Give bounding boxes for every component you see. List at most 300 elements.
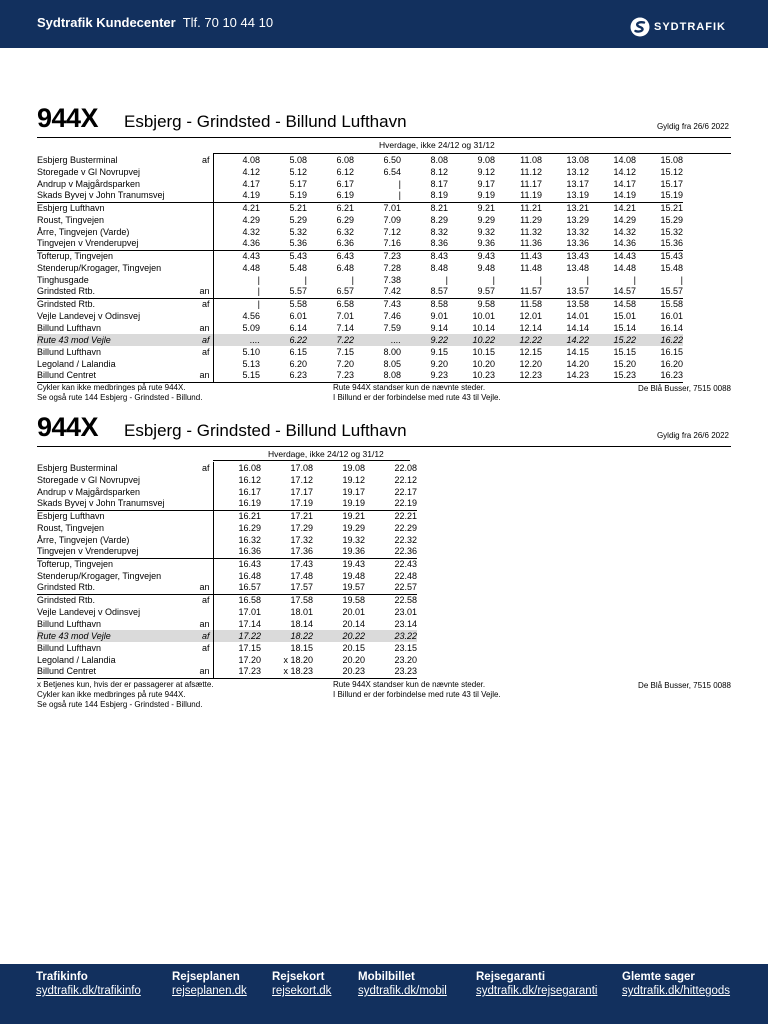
- departure-time: 9.48: [477, 262, 495, 273]
- stop-row: [37, 274, 683, 286]
- footer-link-rejseplanen[interactable]: rejseplanen.dk: [172, 985, 247, 997]
- footer-bar: [0, 964, 768, 1024]
- footer-link-rejsegaranti[interactable]: sydtrafik.dk/rejsegaranti: [476, 985, 598, 997]
- stop-name: Roust, Tingvejen: [37, 214, 105, 225]
- departure-time: 8.08: [430, 154, 448, 165]
- departure-time: 7.46: [383, 310, 401, 321]
- arrival-departure-mark: af: [195, 298, 213, 310]
- arrival-departure-mark: an: [195, 618, 213, 630]
- stop-row: [37, 654, 417, 666]
- departure-time: 19.12: [342, 474, 365, 485]
- departure-time: 9.22: [401, 334, 448, 346]
- departure-time: 5.43: [260, 250, 307, 262]
- departure-time: 6.58: [307, 298, 354, 310]
- footer-link-trafikinfo[interactable]: sydtrafik.dk/trafikinfo: [36, 985, 141, 997]
- departure-time: |: [304, 274, 307, 285]
- departure-time: 6.08: [336, 154, 354, 165]
- departure-time: 5.12: [289, 166, 307, 177]
- arrival-departure-mark: [195, 178, 213, 190]
- departure-time: 14.01: [566, 310, 589, 321]
- stop-row: [37, 474, 417, 486]
- operator-info: De Blå Busser, 7515 0088: [638, 384, 731, 393]
- departure-time: 16.14: [660, 322, 683, 333]
- departure-time: 7.22: [307, 334, 354, 346]
- departure-time: 15.23: [589, 370, 636, 382]
- footer-heading: Rejsekort: [272, 971, 325, 983]
- departure-time: |: [257, 286, 260, 297]
- stop-name: Tingvejen v Vrenderupvej: [37, 546, 139, 557]
- departure-time: 14.32: [613, 226, 636, 237]
- departure-time: 17.19: [290, 498, 313, 509]
- departure-time: 16.15: [660, 346, 683, 357]
- departure-time: 6.01: [289, 310, 307, 321]
- departure-time: 4.32: [242, 226, 260, 237]
- departure-time: 19.48: [342, 570, 365, 581]
- departure-time: 14.14: [566, 322, 589, 333]
- note: Rute 944X standser kun de nævnte steder.: [333, 680, 486, 689]
- departure-time: 6.15: [289, 346, 307, 357]
- departure-time: |: [492, 274, 495, 285]
- arrival-departure-mark: an: [195, 582, 213, 594]
- customer-center: [37, 15, 273, 30]
- stop-name: Vejle Landevej v Odinsvej: [37, 606, 141, 617]
- stop-name: Grindsted Rtb.: [37, 582, 96, 593]
- departure-time: |: [351, 274, 354, 285]
- arrival-departure-mark: [195, 274, 213, 286]
- departure-time: 20.14: [342, 618, 365, 629]
- arrival-departure-mark: [195, 522, 213, 534]
- departure-time: 8.08: [354, 370, 401, 382]
- departure-time: 9.17: [477, 178, 495, 189]
- stop-row: [37, 190, 683, 202]
- departure-time: 6.57: [336, 286, 354, 297]
- stop-row: [37, 346, 683, 358]
- departure-time: 8.05: [383, 358, 401, 369]
- departure-time: 10.20: [472, 358, 495, 369]
- footer-rejsekort: [272, 971, 331, 997]
- stop-name: Andrup v Majgårdsparken: [37, 178, 141, 189]
- stop-row: [37, 154, 683, 166]
- departure-time: 6.23: [260, 370, 307, 382]
- departure-time: 6.32: [336, 226, 354, 237]
- day-label: Hverdage, ikke 24/12 og 31/12: [379, 140, 495, 150]
- departure-time: 15.48: [660, 262, 683, 273]
- departure-time: 17.12: [290, 474, 313, 485]
- departure-time: 15.17: [660, 178, 683, 189]
- departure-time: 22.29: [394, 522, 417, 533]
- departure-time: 17.21: [261, 510, 313, 522]
- departure-time: 11.58: [495, 298, 542, 310]
- departure-time: 15.12: [660, 166, 683, 177]
- departure-time: 22.19: [394, 498, 417, 509]
- departure-time: 9.08: [477, 154, 495, 165]
- departure-time: 11.29: [520, 214, 542, 225]
- departure-time: 8.17: [430, 178, 448, 189]
- departure-time: 9.01: [430, 310, 448, 321]
- footer-heading: Mobilbillet: [358, 971, 415, 983]
- stop-name: Storegade v Gl Novrupvej: [37, 166, 141, 177]
- departure-time: 10.15: [472, 346, 495, 357]
- stop-name: Tingvejen v Vrenderupvej: [37, 238, 139, 249]
- departure-time: 9.21: [448, 202, 495, 214]
- departure-time: 17.58: [261, 594, 313, 606]
- departure-time: 22.12: [394, 474, 417, 485]
- departure-time: 14.12: [613, 166, 636, 177]
- stop-row: [37, 286, 683, 298]
- departure-time: 12.23: [495, 370, 542, 382]
- departure-time: 16.57: [238, 582, 261, 593]
- stop-name: Billund Lufthavn: [37, 642, 102, 653]
- departure-time: 7.09: [383, 214, 401, 225]
- route-title: Esbjerg - Grindsted - Billund Lufthavn: [124, 421, 407, 440]
- departure-time: 10.23: [448, 370, 495, 382]
- arrival-departure-mark: [195, 310, 213, 322]
- departure-time: 13.48: [566, 262, 589, 273]
- departure-time: 8.48: [430, 262, 448, 273]
- departure-time: 4.56: [242, 310, 260, 321]
- departure-time: 6.29: [336, 214, 354, 225]
- departure-time: 5.13: [242, 358, 260, 369]
- departure-time: 14.22: [542, 334, 589, 346]
- departure-time: 4.48: [242, 262, 260, 273]
- departure-time: |: [633, 274, 636, 285]
- departure-time: 20.22: [313, 630, 365, 642]
- departure-time: 18.01: [290, 606, 313, 617]
- departure-time: 15.19: [660, 190, 683, 201]
- arrival-departure-mark: [195, 654, 213, 666]
- arrival-departure-mark: [195, 358, 213, 370]
- stop-row: [37, 358, 683, 370]
- stop-name: Grindsted Rtb.: [37, 298, 195, 310]
- departure-time: 17.23: [213, 666, 261, 678]
- departure-time: 4.08: [242, 154, 260, 165]
- departure-time: 22.17: [394, 486, 417, 497]
- logo-text: SYDTRAFIK: [654, 21, 726, 33]
- footer-heading: Trafikinfo: [36, 971, 88, 983]
- departure-time: 15.57: [660, 286, 683, 297]
- stop-name: Billund Centret: [37, 370, 195, 382]
- departure-time: 7.01: [354, 202, 401, 214]
- departure-time: 10.14: [472, 322, 495, 333]
- departure-time: 19.57: [342, 582, 365, 593]
- departure-time: x 18.23: [261, 666, 313, 678]
- departure-time: 18.14: [290, 618, 313, 629]
- departure-time: 7.20: [336, 358, 354, 369]
- departure-time: 4.36: [242, 238, 260, 249]
- stop-row: [37, 214, 683, 226]
- stop-name: Tinghusgade: [37, 274, 89, 285]
- departure-time: 8.19: [430, 190, 448, 201]
- stop-name: Grindsted Rtb.: [37, 286, 96, 297]
- departure-time: 19.29: [342, 522, 365, 533]
- departure-time: 19.08: [342, 462, 365, 473]
- departure-time: 14.43: [589, 250, 636, 262]
- arrival-departure-mark: an: [195, 666, 213, 678]
- departure-time: 5.09: [242, 322, 260, 333]
- stop-name: Rute 43 mod Vejle: [37, 630, 195, 642]
- stop-row: [37, 166, 683, 178]
- departure-time: 22.48: [394, 570, 417, 581]
- departure-time: 6.17: [336, 178, 354, 189]
- departure-time: 20.23: [313, 666, 365, 678]
- departure-time: |: [257, 274, 260, 285]
- departure-time: 9.43: [448, 250, 495, 262]
- arrival-departure-mark: [195, 546, 213, 558]
- departure-time: 17.48: [290, 570, 313, 581]
- departure-time: 16.12: [238, 474, 261, 485]
- footer-rejseplanen: [172, 971, 247, 997]
- departure-time: 8.29: [430, 214, 448, 225]
- departure-time: 20.20: [342, 654, 365, 665]
- departure-time: 4.29: [242, 214, 260, 225]
- stop-row: [37, 642, 417, 654]
- arrival-departure-mark: [195, 486, 213, 498]
- departure-time: 11.19: [520, 190, 542, 201]
- arrival-departure-mark: [195, 250, 213, 262]
- departure-time: 11.57: [520, 286, 542, 297]
- departure-time: 6.21: [307, 202, 354, 214]
- stop-name: Tofterup, Tingvejen: [37, 250, 195, 262]
- departure-time: 16.01: [660, 310, 683, 321]
- departure-time: 6.48: [336, 262, 354, 273]
- departure-time: 5.58: [260, 298, 307, 310]
- departure-time: 13.29: [566, 214, 589, 225]
- departure-time: 23.20: [394, 654, 417, 665]
- stop-name: Årre, Tingvejen (Varde): [37, 226, 130, 237]
- arrival-departure-mark: [195, 558, 213, 570]
- header-bar: [0, 0, 768, 48]
- departure-time: 14.17: [613, 178, 636, 189]
- departure-time: 19.43: [313, 558, 365, 570]
- departure-time: 9.19: [477, 190, 495, 201]
- departure-time: 8.58: [401, 298, 448, 310]
- departure-time: 14.21: [589, 202, 636, 214]
- departure-time: 8.21: [401, 202, 448, 214]
- arrival-departure-mark: an: [195, 286, 213, 298]
- departure-time: 17.32: [290, 534, 313, 545]
- departure-time: 11.32: [520, 226, 542, 237]
- note: I Billund er der forbindelse med rute 43 til Vejle.: [333, 393, 501, 402]
- stop-name: Stenderup/Krogager, Tingvejen: [37, 262, 162, 273]
- route-number: 944X: [37, 412, 99, 442]
- stop-name: Storegade v Gl Novrupvej: [37, 474, 141, 485]
- departure-time: 14.58: [589, 298, 636, 310]
- departure-time: 18.22: [261, 630, 313, 642]
- departure-time: 16.43: [213, 558, 261, 570]
- stop-row: [37, 298, 683, 310]
- arrival-departure-mark: [195, 498, 213, 510]
- departure-time: 8.00: [383, 346, 401, 357]
- departure-time: 5.21: [260, 202, 307, 214]
- stop-name: Årre, Tingvejen (Varde): [37, 534, 130, 545]
- footer-heading: Rejseplanen: [172, 971, 240, 983]
- departure-time: 6.43: [307, 250, 354, 262]
- stop-row: [37, 178, 683, 190]
- departure-time: 16.58: [213, 594, 261, 606]
- departure-time: 16.48: [238, 570, 261, 581]
- departure-time: 9.58: [448, 298, 495, 310]
- note: I Billund er der forbindelse med rute 43 til Vejle.: [333, 690, 501, 699]
- departure-time: 23.15: [394, 642, 417, 653]
- arrival-departure-mark: [195, 606, 213, 618]
- note: x Betjenes kun, hvis der er passagerer at afsætte.: [37, 680, 214, 689]
- stop-name: Billund Centret: [37, 666, 195, 678]
- arrival-departure-mark: af: [195, 334, 213, 346]
- stop-name: Rute 43 mod Vejle: [37, 334, 195, 346]
- stop-name: Vejle Landevej v Odinsvej: [37, 310, 141, 321]
- arrival-departure-mark: an: [195, 370, 213, 382]
- departure-time: 8.43: [401, 250, 448, 262]
- departure-time: 9.14: [430, 322, 448, 333]
- arrival-departure-mark: [195, 214, 213, 226]
- departure-time: 5.32: [289, 226, 307, 237]
- departure-time: 13.17: [566, 178, 589, 189]
- day-label-rule: [213, 460, 410, 461]
- sydtrafik-logo-icon: [630, 17, 650, 37]
- stop-row: [37, 522, 417, 534]
- stop-name: Billund Lufthavn: [37, 322, 102, 333]
- footer-glemte-sager: [622, 971, 730, 997]
- departure-time: 22.57: [394, 582, 417, 593]
- stop-row: [37, 606, 417, 618]
- departure-time: 8.36: [430, 238, 448, 249]
- connection-row: [37, 630, 417, 642]
- departure-time: 11.36: [520, 238, 542, 249]
- departure-time: 16.32: [238, 534, 261, 545]
- note: Cykler kan ikke medbringes på rute 944X.: [37, 690, 186, 699]
- departure-time: 23.01: [394, 606, 417, 617]
- footer-link-rejsekort[interactable]: rejsekort.dk: [272, 985, 332, 997]
- departure-time: 9.57: [477, 286, 495, 297]
- departure-time: ....: [213, 334, 260, 346]
- departure-time: 7.23: [354, 250, 401, 262]
- departure-time: |: [398, 190, 401, 201]
- departure-time: 5.15: [213, 370, 260, 382]
- departure-time: |: [213, 298, 260, 310]
- stop-name: Billund Lufthavn: [37, 346, 102, 357]
- stop-row: [37, 462, 417, 474]
- stop-name: Legoland / Lalandia: [37, 654, 116, 665]
- arrival-departure-mark: [195, 202, 213, 214]
- note: Cykler kan ikke medbringes på rute 944X.: [37, 383, 186, 392]
- departure-time: 14.15: [566, 346, 589, 357]
- departure-time: |: [539, 274, 542, 285]
- departure-time: 5.29: [289, 214, 307, 225]
- departure-time: 16.23: [636, 370, 683, 382]
- departure-time: 14.48: [613, 262, 636, 273]
- departure-time: 17.20: [238, 654, 261, 665]
- departure-time: 22.58: [365, 594, 417, 606]
- departure-time: 7.14: [336, 322, 354, 333]
- departure-time: 19.19: [342, 498, 365, 509]
- stop-row: [37, 570, 417, 582]
- departure-time: |: [586, 274, 589, 285]
- departure-time: 11.17: [520, 178, 542, 189]
- departure-time: 5.08: [289, 154, 307, 165]
- arrival-departure-mark: [195, 534, 213, 546]
- departure-time: 6.14: [289, 322, 307, 333]
- footer-heading: Rejsegaranti: [476, 971, 546, 983]
- departure-time: 9.29: [477, 214, 495, 225]
- departure-time: 16.08: [238, 462, 261, 473]
- departure-time: 20.15: [342, 642, 365, 653]
- footer-link-hittegods[interactable]: sydtrafik.dk/hittegods: [622, 985, 731, 997]
- departure-time: 17.57: [290, 582, 313, 593]
- departure-time: 12.15: [519, 346, 542, 357]
- departure-time: 6.19: [336, 190, 354, 201]
- route-title: Esbjerg - Grindsted - Billund Lufthavn: [124, 112, 407, 131]
- departure-time: 12.14: [519, 322, 542, 333]
- sydtrafik-logo: [630, 17, 726, 37]
- departure-time: 9.23: [401, 370, 448, 382]
- header-rule: [37, 137, 731, 138]
- stop-row: [37, 322, 683, 334]
- departure-time: 12.01: [519, 310, 542, 321]
- departure-time: 4.12: [242, 166, 260, 177]
- departure-time: 6.50: [383, 154, 401, 165]
- departure-time: 12.20: [519, 358, 542, 369]
- departure-time: 17.43: [261, 558, 313, 570]
- departure-time: 11.43: [495, 250, 542, 262]
- departure-time: 17.15: [238, 642, 261, 653]
- departure-time: 14.19: [613, 190, 636, 201]
- stop-name: Billund Lufthavn: [37, 618, 102, 629]
- stop-row: [37, 202, 683, 214]
- stop-row: [37, 666, 417, 678]
- departure-time: 11.48: [520, 262, 542, 273]
- departure-time: 23.22: [365, 630, 417, 642]
- departure-time: 13.43: [542, 250, 589, 262]
- departure-time: 7.28: [383, 262, 401, 273]
- departure-time: |: [445, 274, 448, 285]
- departure-time: 14.23: [542, 370, 589, 382]
- departure-time: 12.22: [495, 334, 542, 346]
- stop-row: [37, 510, 417, 522]
- departure-time: 9.32: [477, 226, 495, 237]
- departure-time: 19.58: [313, 594, 365, 606]
- departure-time: 17.36: [290, 546, 313, 557]
- departure-time: 15.58: [636, 298, 683, 310]
- departure-time: 14.20: [566, 358, 589, 369]
- stop-row: [37, 226, 683, 238]
- footer-link-mobilbillet[interactable]: sydtrafik.dk/mobil: [358, 985, 447, 997]
- departure-time: 4.43: [213, 250, 260, 262]
- stop-row: [37, 262, 683, 274]
- departure-time: 7.38: [383, 274, 401, 285]
- departure-time: 13.32: [566, 226, 589, 237]
- departure-time: 7.42: [383, 286, 401, 297]
- stop-row: [37, 370, 683, 382]
- stop-row: [37, 498, 417, 510]
- departure-time: 9.12: [477, 166, 495, 177]
- notes-left: [37, 383, 202, 403]
- departure-time: 22.21: [365, 510, 417, 522]
- departure-time: 7.23: [307, 370, 354, 382]
- departure-time: 9.20: [430, 358, 448, 369]
- departure-time: 4.19: [242, 190, 260, 201]
- stop-row: [37, 558, 417, 570]
- stop-name: Stenderup/Krogager, Tingvejen: [37, 570, 162, 581]
- departure-time: 5.10: [242, 346, 260, 357]
- footer-rejsegaranti: [476, 971, 597, 997]
- departure-time: 15.22: [589, 334, 636, 346]
- arrival-departure-mark: [195, 238, 213, 250]
- departure-time: 19.17: [342, 486, 365, 497]
- departure-time: 15.01: [613, 310, 636, 321]
- departure-time: 15.20: [613, 358, 636, 369]
- note: Se også rute 144 Esbjerg - Grindsted - Billund.: [37, 700, 203, 709]
- departure-time: 10.01: [472, 310, 495, 321]
